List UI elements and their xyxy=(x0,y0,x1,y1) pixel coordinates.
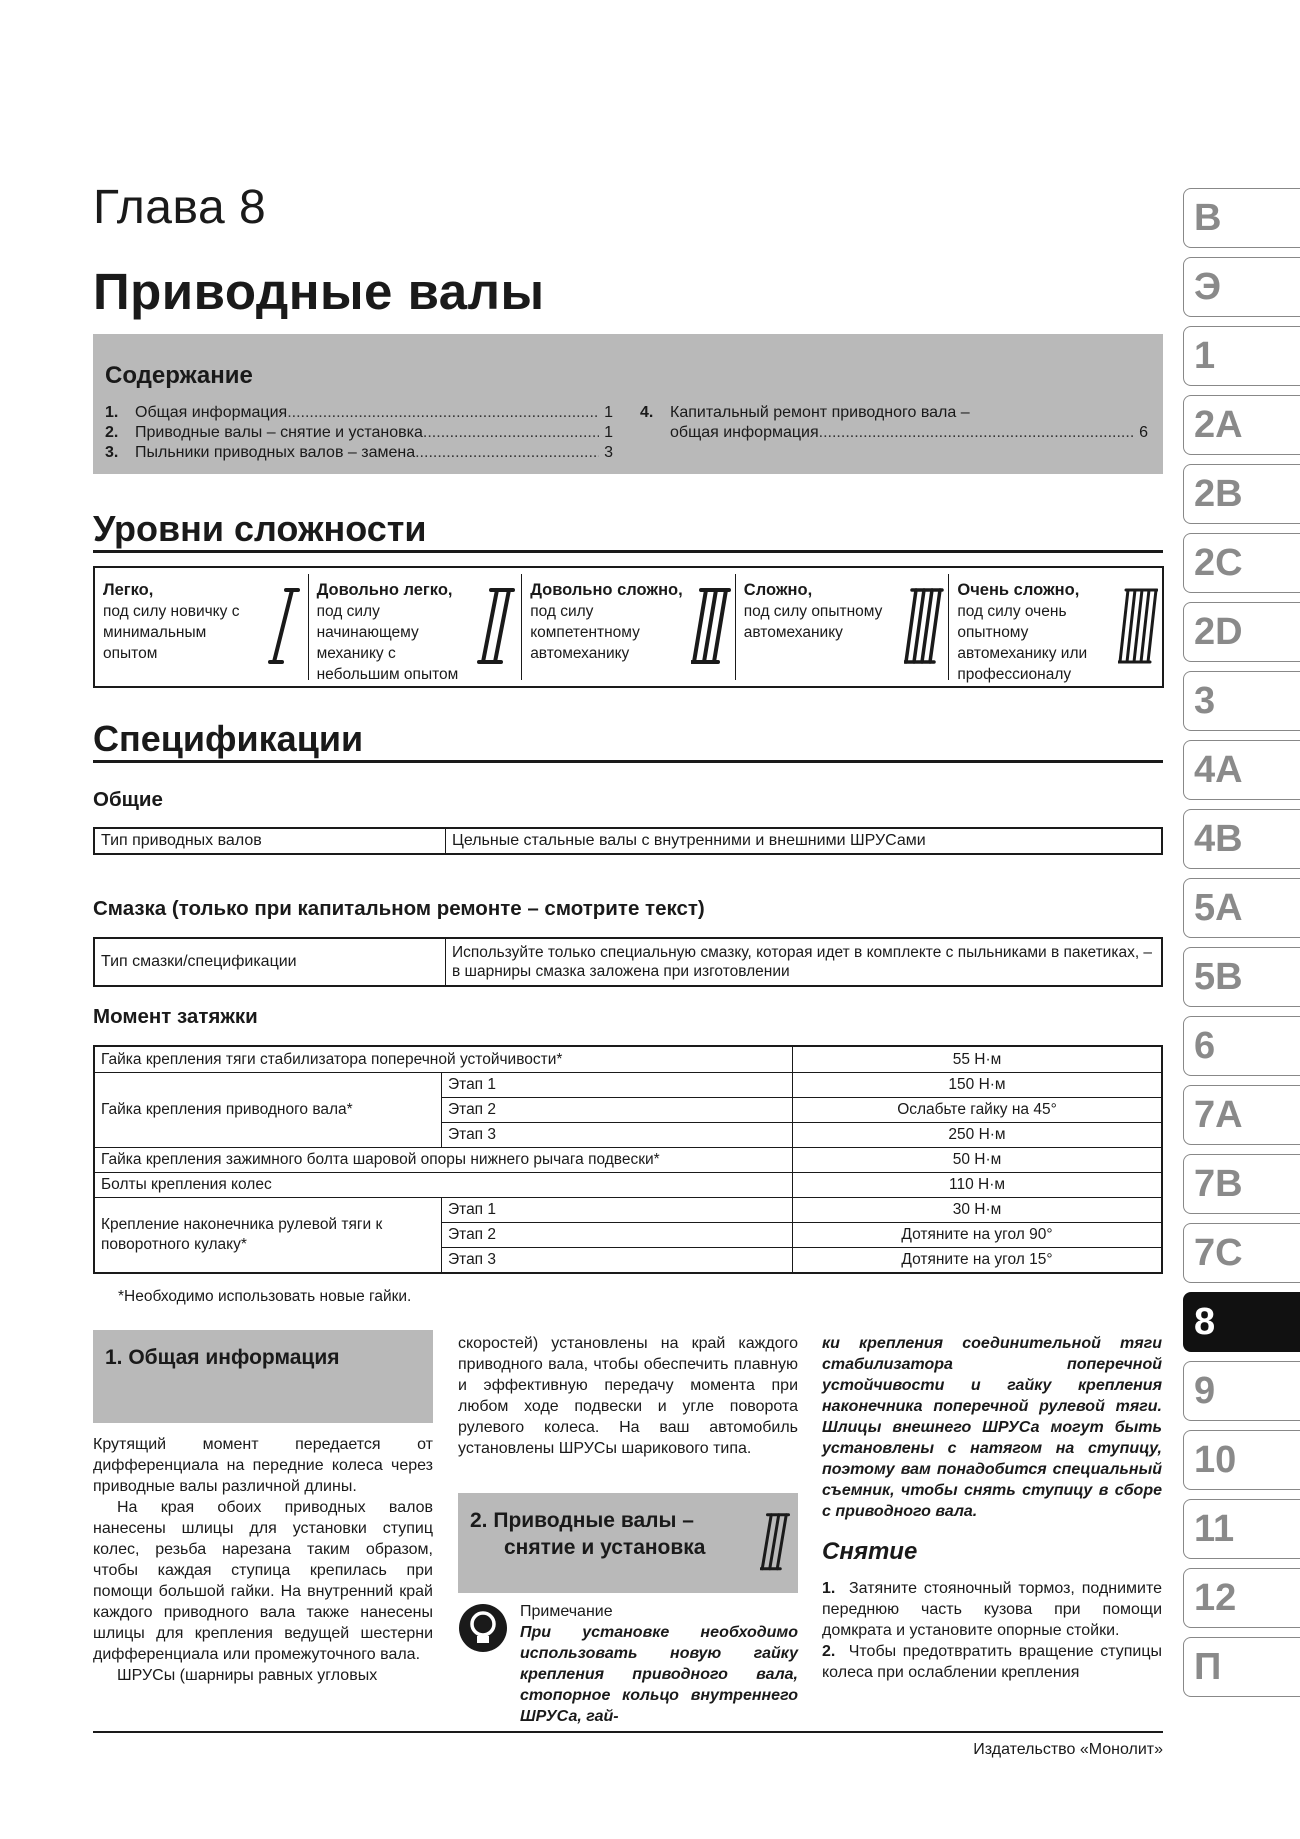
tab-chapter[interactable]: 8 xyxy=(1183,1292,1300,1352)
table-cell: 150 Н·м xyxy=(793,1073,1163,1098)
tab-chapter[interactable]: В xyxy=(1183,188,1300,248)
contents-item-page: 1 xyxy=(604,424,613,441)
table-cell: Крепление наконечника рулевой тяги к поворотного кулаку* xyxy=(94,1198,442,1274)
level-name: Довольно сложно, xyxy=(530,581,683,599)
level-name: Очень сложно, xyxy=(957,581,1080,599)
section2-heading: 2. Приводные валы – xyxy=(470,1509,694,1532)
contents-heading: Содержание xyxy=(105,362,253,389)
paragraph: Крутящий момент передается от дифференциала на передние колеса через приводные валы различной длины. xyxy=(93,1436,433,1495)
table-row xyxy=(94,828,1162,854)
tab-chapter[interactable]: 6 xyxy=(1183,1016,1300,1076)
torque-table xyxy=(93,1045,1163,1274)
table-cell: Ослабьте гайку на 45° xyxy=(793,1098,1163,1123)
tab-chapter[interactable]: П xyxy=(1183,1637,1300,1697)
table-cell: Болты крепления колес xyxy=(94,1173,793,1198)
note-text xyxy=(458,1622,798,1727)
contents-item-text: Капитальный ремонт приводного вала – xyxy=(670,404,970,421)
table-cell: Используйте только специальную смазку, которая идет в комплекте с пыльниками в пакетиках, – в шарниры смазка заложена при изготовлении xyxy=(446,938,1163,986)
table-row xyxy=(94,938,1162,986)
contents-item-text: Общая информация ..... xyxy=(135,404,599,422)
step-1 xyxy=(822,1578,1162,1641)
footnote: *Необходимо использовать новые гайки. xyxy=(118,1288,412,1305)
grease-table xyxy=(93,937,1163,987)
table-cell: Этап 1 xyxy=(442,1198,793,1223)
removal-steps xyxy=(822,1578,1162,1683)
table-cell: Этап 1 xyxy=(442,1073,793,1098)
paragraph: ШРУСы (шарниры равных угловых xyxy=(117,1667,378,1684)
tab-chapter[interactable]: 10 xyxy=(1183,1430,1300,1490)
table-row xyxy=(94,1198,1162,1223)
tab-chapter[interactable]: 7A xyxy=(1183,1085,1300,1145)
contents-left-column xyxy=(105,404,613,464)
table-cell: Этап 2 xyxy=(442,1223,793,1248)
wrench-5-icon xyxy=(1118,582,1158,668)
publisher-footer: Издательство «Монолит» xyxy=(973,1741,1163,1758)
step-number: 1. xyxy=(822,1580,836,1597)
tab-chapter[interactable]: 7B xyxy=(1183,1154,1300,1214)
contents-item-number: 3. xyxy=(105,444,119,461)
contents-item-page: 6 xyxy=(1139,424,1148,441)
paragraph: На края обоих приводных валов нанесены шлицы для установки ступиц колес, резьба нарезана таким образом, чтобы каждая ступица крепилась при помощи большой гайки. На внутренний край каждого приводного вала также нанесены шлицы для крепления ведущей шестерни дифференциала или промежуточного вала. xyxy=(93,1499,433,1663)
tab-chapter[interactable]: Э xyxy=(1183,257,1300,317)
section1-heading-box xyxy=(93,1330,433,1423)
page-title: Приводные валы xyxy=(93,263,545,320)
tab-chapter[interactable]: 2B xyxy=(1183,464,1300,524)
grease-heading: Смазка (только при капитальном ремонте – смотрите текст) xyxy=(93,897,705,920)
table-cell: Тип смазки/спецификации xyxy=(94,938,446,986)
contents-item-text: Пыльники приводных валов – замена ..... xyxy=(135,444,599,462)
table-row xyxy=(94,1073,1162,1098)
contents-item-number: 1. xyxy=(105,404,119,421)
level-desc: под силу начинающему механику с небольшим опытом xyxy=(316,603,459,683)
tab-chapter[interactable]: 5A xyxy=(1183,878,1300,938)
section1-heading: 1. Общая информация xyxy=(105,1346,340,1369)
contents-item[interactable] xyxy=(105,404,613,424)
tab-chapter[interactable]: 2A xyxy=(1183,395,1300,455)
level-easy xyxy=(95,574,308,680)
table-cell: Гайка крепления тяги стабилизатора поперечной устойчивости* xyxy=(94,1046,793,1073)
contents-item-continuation[interactable] xyxy=(640,424,1148,444)
table-cell: Этап 2 xyxy=(442,1098,793,1123)
footer-rule xyxy=(93,1731,1163,1733)
level-desc: под силу новичку с минимальным опытом xyxy=(103,603,240,662)
step-number: 2. xyxy=(822,1643,836,1660)
tab-chapter[interactable]: 1 xyxy=(1183,326,1300,386)
tab-chapter[interactable]: 3 xyxy=(1183,671,1300,731)
levels-heading: Уровни сложности xyxy=(93,508,427,549)
torque-heading: Момент затяжки xyxy=(93,1005,258,1028)
specs-rule xyxy=(93,760,1163,763)
general-table xyxy=(93,827,1163,855)
table-cell: 50 Н·м xyxy=(793,1148,1163,1173)
tab-chapter[interactable]: 5B xyxy=(1183,947,1300,1007)
level-very-hard xyxy=(948,574,1162,683)
column2-paragraph: скоростей) установлены на край каждого приводного вала, чтобы обеспечить плавную и эффективную передачу момента при любом ходе подвески и угле поворота рулевого колеса. На ваш автомобиль установлены ШРУСы шарикового типа. xyxy=(458,1335,798,1457)
level-desc: под силу опытному автомеханику xyxy=(743,603,883,641)
contents-item-number: 4. xyxy=(640,404,654,421)
specs-heading: Спецификации xyxy=(93,718,364,759)
level-desc: под силу компетентному автомеханику xyxy=(530,603,640,662)
table-cell: 110 Н·м xyxy=(793,1173,1163,1198)
column3-note-continuation: ки крепления соединительной тяги стабилизатора поперечной устойчивости и гайку крепления наконечника поперечной рулевой тяги. Шлицы внешнего ШРУСа могут быть установлены с натягом на ступицу, поэтому вам понадобится специальный съемник, чтобы снять ступицу в сборе с приводного вала. xyxy=(822,1335,1162,1520)
tab-chapter[interactable]: 4B xyxy=(1183,809,1300,869)
step-text: Затяните стояночный тормоз, поднимите переднюю часть кузова при помощи домкрата и установите опорные стойки. xyxy=(822,1580,1162,1639)
section2-heading: снятие и установка xyxy=(504,1536,706,1559)
level-name: Легко, xyxy=(103,581,154,599)
table-cell: Тип приводных валов xyxy=(94,828,446,854)
table-cell: 250 Н·м xyxy=(793,1123,1163,1148)
table-cell: Дотяните на угол 15° xyxy=(793,1248,1163,1274)
wrench-2-icon xyxy=(477,582,517,668)
level-desc: под силу очень опытному автомеханику или профессионалу xyxy=(957,603,1088,683)
contents-item-number: 2. xyxy=(105,424,119,441)
contents-right-column xyxy=(640,404,1148,444)
wrench-1-icon xyxy=(264,582,304,668)
chapter-label: Глава 8 xyxy=(93,181,267,234)
wrench-3-icon xyxy=(691,582,731,668)
table-cell: Гайка крепления зажимного болта шаровой опоры нижнего рычага подвески* xyxy=(94,1148,793,1173)
contents-item-text: общая информация ..... xyxy=(670,424,1134,442)
levels-rule xyxy=(93,550,1163,553)
tab-chapter[interactable]: 11 xyxy=(1183,1499,1300,1559)
level-fairly-easy xyxy=(308,574,522,683)
table-row xyxy=(94,1148,1162,1173)
note-title: Примечание xyxy=(520,1603,613,1620)
contents-item-page: 3 xyxy=(604,444,613,461)
tab-chapter[interactable]: 4A xyxy=(1183,740,1300,800)
table-cell: Этап 3 xyxy=(442,1123,793,1148)
tab-chapter[interactable]: 2D xyxy=(1183,602,1300,662)
table-cell: Цельные стальные валы с внутренними и внешними ШРУСами xyxy=(446,828,1163,854)
section2-heading-box xyxy=(458,1493,798,1593)
table-row xyxy=(94,1046,1162,1073)
note-text-content: При установке необходимо использовать новую гайку крепления приводного вала, стопорное кольцо внутреннего ШРУСа, гай- xyxy=(520,1624,798,1725)
level-name: Сложно, xyxy=(743,581,813,599)
level-hard xyxy=(735,574,949,680)
step-text: Чтобы предотвратить вращение ступицы колеса при ослаблении крепления xyxy=(822,1643,1163,1681)
tab-chapter[interactable]: 2C xyxy=(1183,533,1300,593)
step-2 xyxy=(822,1641,1162,1683)
contents-item[interactable] xyxy=(640,404,1148,424)
section1-body xyxy=(93,1434,433,1686)
table-cell: Этап 3 xyxy=(442,1248,793,1274)
removal-heading: Снятие xyxy=(822,1538,918,1565)
contents-item-text: Приводные валы – снятие и установка ..... xyxy=(135,424,599,442)
difficulty-levels xyxy=(93,566,1164,688)
tab-chapter[interactable]: 7C xyxy=(1183,1223,1300,1283)
tab-chapter[interactable]: 12 xyxy=(1183,1568,1300,1628)
table-cell: 55 Н·м xyxy=(793,1046,1163,1073)
contents-item[interactable] xyxy=(105,424,613,444)
table-row xyxy=(94,1173,1162,1198)
level-fairly-hard xyxy=(521,574,735,680)
table-cell: Дотяните на угол 90° xyxy=(793,1223,1163,1248)
table-cell: 30 Н·м xyxy=(793,1198,1163,1223)
wrench-3-icon xyxy=(760,1505,790,1577)
wrench-4-icon xyxy=(904,582,944,668)
contents-box xyxy=(93,334,1163,474)
contents-item[interactable] xyxy=(105,444,613,464)
contents-item-page: 1 xyxy=(604,404,613,421)
general-heading: Общие xyxy=(93,788,163,811)
tab-chapter[interactable]: 9 xyxy=(1183,1361,1300,1421)
level-name: Довольно легко, xyxy=(316,581,453,599)
table-cell: Гайка крепления приводного вала* xyxy=(94,1073,442,1148)
